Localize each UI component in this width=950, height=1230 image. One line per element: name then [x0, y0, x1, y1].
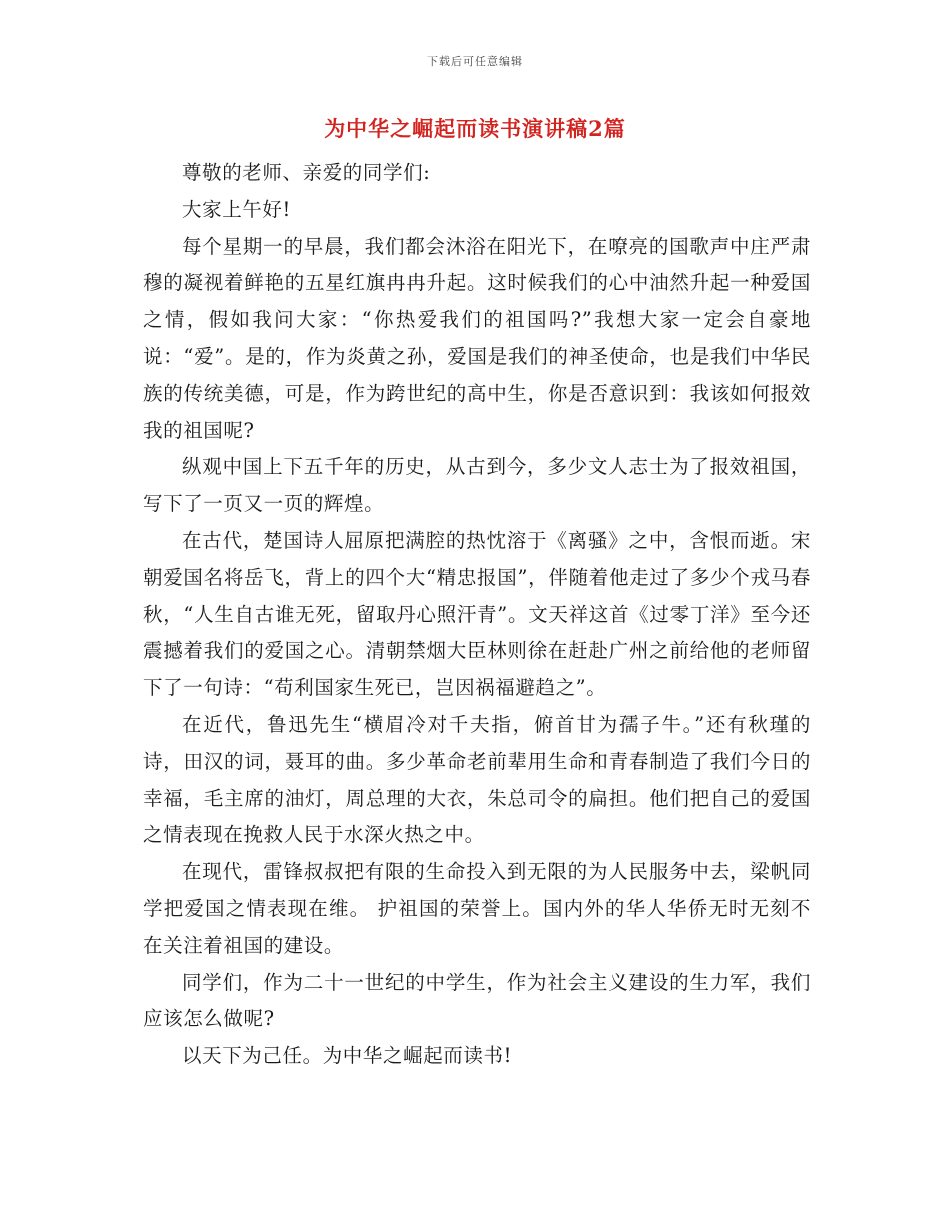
paragraph: 每个星期一的早晨，我们都会沐浴在阳光下，在嘹亮的国歌声中庄严肃穆的凝视着鲜艳的五星红旗冉冉升起。这时候我们的心中油然升起一种爱国之情，假如我问大家：“你热爱我们的祖国吗?”我想大家一定会自豪地说：“爱”。是的，作为炎黄之孙，爱国是我们的神圣使命，也是我们中华民族的传统美德，可是，作为跨世纪的高中生，你是否意识到：我该如何报效我的祖国呢?: [143, 234, 811, 442]
paragraph: 同学们，作为二十一世纪的中学生，作为社会主义建设的生力军，我们应该怎么做呢?: [143, 970, 811, 1031]
paragraph-closing: 以天下为己任。为中华之崛起而读书!: [182, 1044, 513, 1068]
paragraph: 在古代，楚国诗人屈原把满腔的热忱溶于《离骚》之中，含恨而逝。宋朝爱国名将岳飞，背上的四个大“精忠报国”，伴随着他走过了多少个戎马春秋，“人生自古谁无死，留取丹心照汗青”。文天祥这首《过零丁洋》至今还震撼着我们的爱国之心。清朝禁烟大臣林则徐在赶赴广州之前给他的老师留下了一句诗：“苟利国家生死已，岂因祸福避趋之”。: [143, 528, 811, 700]
paragraph: 在近代，鲁迅先生“横眉冷对千夫指，俯首甘为孺子牛。”还有秋瑾的诗，田汉的词，聂耳的曲。多少革命老前辈用生命和青春制造了我们今日的幸福，毛主席的油灯，周总理的大衣，朱总司令的扁担。他们把自己的爱国之情表现在挽救人民于水深火热之中。: [143, 712, 811, 847]
paragraph: 纵观中国上下五千年的历史，从古到今，多少文人志士为了报效祖国，写下了一页又一页的辉煌。: [143, 455, 811, 516]
document-title: 为中华之崛起而读书演讲稿2篇: [324, 116, 626, 141]
header-note: 下载后可任意编辑: [427, 55, 523, 68]
paragraph-salutation: 尊敬的老师、亲爱的同学们:: [182, 161, 431, 184]
document-body: [143, 155, 811, 1075]
paragraph-greeting: 大家上午好!: [182, 197, 291, 221]
paragraph: 在现代，雷锋叔叔把有限的生命投入到无限的为人民服务中去，梁帆同学把爱国之情表现在维。 护祖国的荣誉上。国内外的华人华侨无时无刻不在关注着祖国的建设。: [143, 860, 811, 957]
